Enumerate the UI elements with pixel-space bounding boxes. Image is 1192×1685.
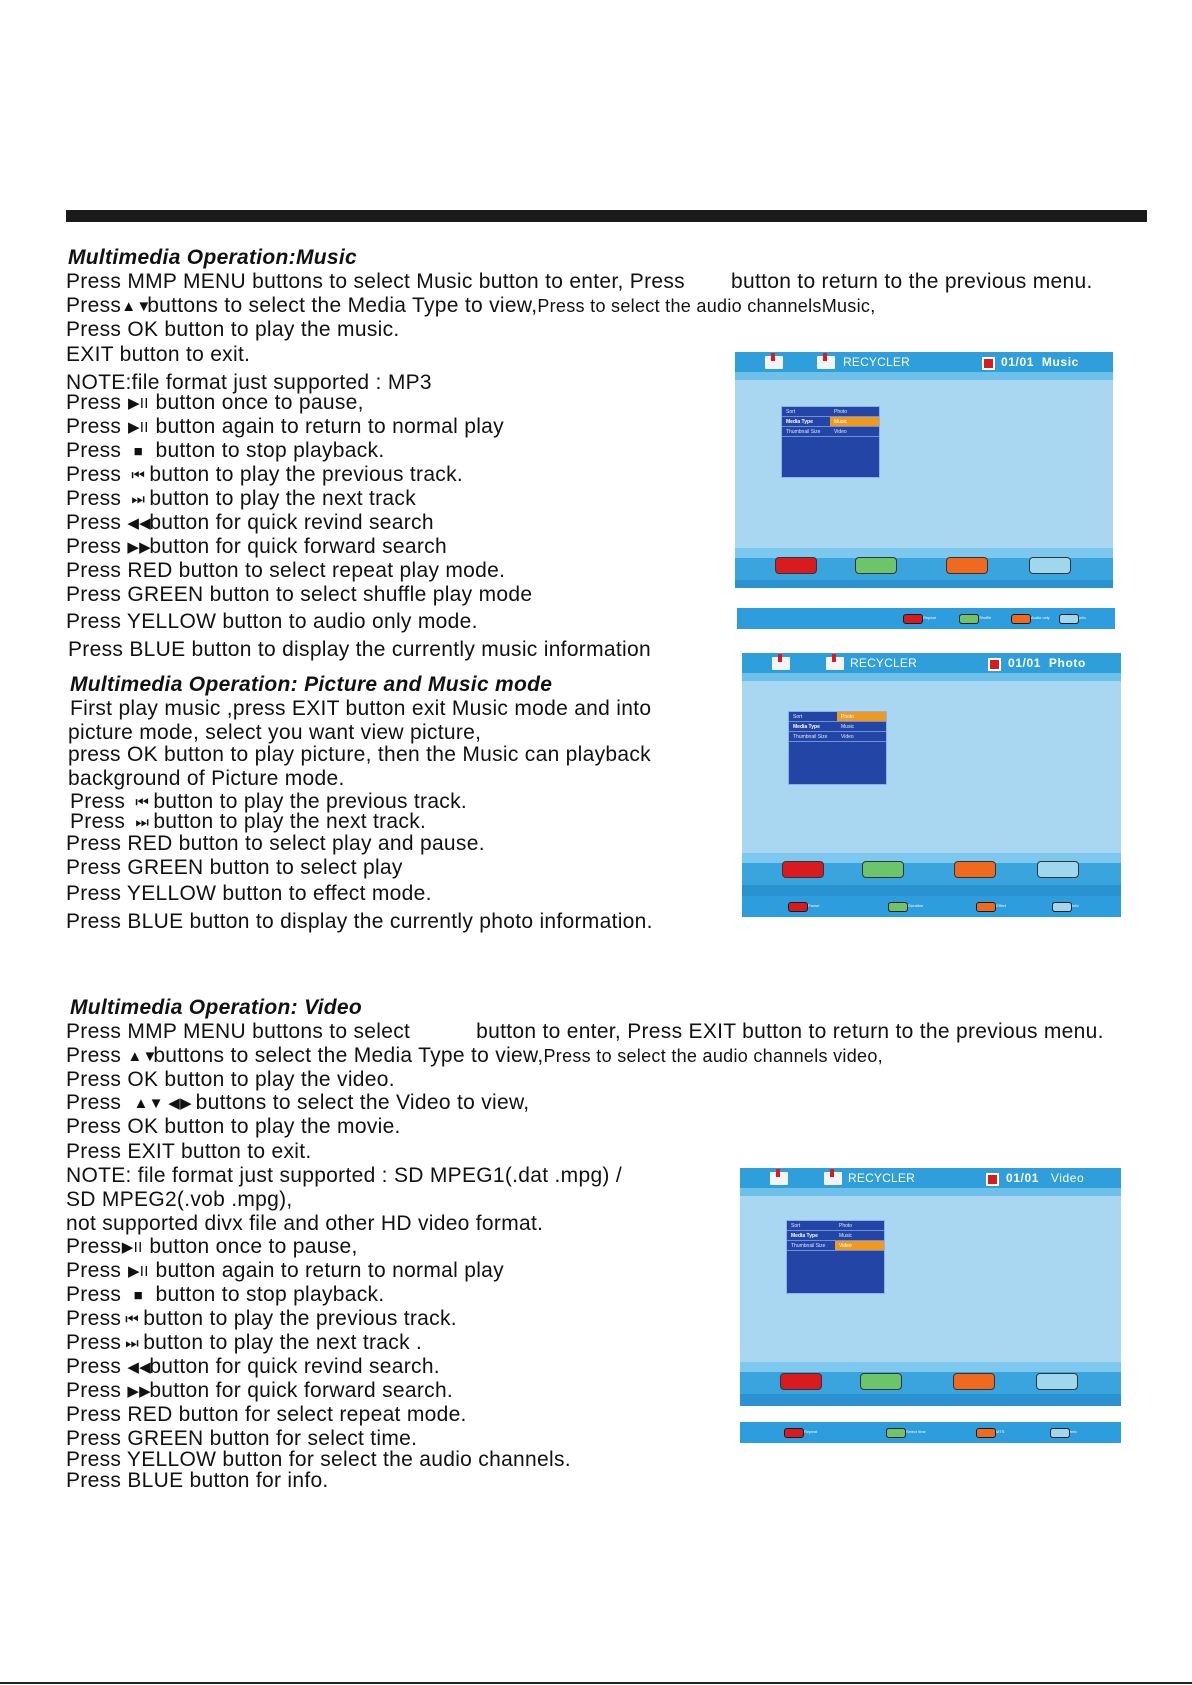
footer-band	[740, 1362, 1121, 1372]
music-line-6	[66, 391, 364, 416]
next-track-icon: ⏭	[125, 1335, 140, 1352]
media-label: Photo	[1048, 656, 1086, 670]
press-word: Press	[66, 511, 122, 534]
menu-sort[interactable]: Sort	[789, 712, 837, 722]
video-line-13-text: button to play the previous track.	[143, 1307, 457, 1330]
folder-icon	[765, 356, 783, 369]
legend-yellow-label: Audio only	[1031, 615, 1050, 620]
video-line-12	[66, 1283, 384, 1308]
picture-line-2: picture mode, select you want view picture,	[68, 721, 482, 744]
video-line-16	[66, 1379, 453, 1404]
music-line-1	[66, 270, 1093, 294]
legend-blue	[1050, 1428, 1070, 1438]
video-line-10-text: button once to pause,	[149, 1235, 358, 1258]
legend-green-label: Select time	[906, 1429, 926, 1434]
press-word: Press	[66, 1379, 122, 1402]
previous-track-icon: ⏮	[135, 794, 150, 811]
video-line-16-text: button for quick forward search.	[149, 1379, 454, 1402]
video-line-13	[66, 1307, 457, 1332]
picture-line-4: background of Picture mode.	[68, 767, 345, 790]
folder-icon	[772, 657, 790, 670]
press-word: Press	[70, 790, 126, 813]
video-line-4b: buttons to select the Video to view,	[195, 1091, 530, 1114]
legend-green	[886, 1428, 906, 1438]
video-line-15	[66, 1355, 440, 1380]
picture-line-8: Press GREEN button to select play	[66, 856, 403, 879]
picture-line-6-text: button to play the next track.	[153, 810, 427, 833]
menu-opt-music[interactable]: Music	[837, 722, 886, 732]
video-line-1	[66, 1020, 1104, 1044]
rewind-icon: ◀◀	[127, 515, 151, 532]
music-line-11-text: button for quick revind search	[149, 511, 434, 534]
video-line-19: Press YELLOW button for select the audio channels.	[66, 1448, 571, 1471]
music-line-2	[66, 294, 876, 319]
music-line-15: Press YELLOW button to audio only mode.	[66, 610, 478, 633]
legend-red	[903, 614, 923, 624]
next-track-icon: ⏭	[131, 491, 146, 508]
folder-icon	[824, 1172, 842, 1185]
video-line-2a: Press	[66, 1044, 122, 1067]
page-number: 01/01	[1006, 1171, 1040, 1185]
legend-yellow	[976, 902, 996, 912]
menu-opt-video[interactable]: Video	[837, 732, 886, 742]
media-icon	[982, 357, 995, 370]
media-icon	[988, 658, 1001, 671]
legend-red	[784, 1428, 804, 1438]
legend-yellow	[976, 1428, 996, 1438]
video-line-14-period: .	[416, 1331, 423, 1354]
screen-subheader	[742, 673, 1121, 681]
menu-sort[interactable]: Sort	[782, 407, 830, 417]
music-line-1b: button to return to the previous menu.	[730, 270, 1093, 293]
recycler-label: RECYCLER	[843, 355, 910, 369]
picture-heading: Multimedia Operation: Picture and Music mode	[70, 673, 553, 696]
previous-track-icon: ⏮	[131, 467, 146, 484]
video-line-11-text: button again to return to normal play	[155, 1259, 504, 1282]
media-icon	[986, 1173, 999, 1186]
legend-blue-label: Info	[1072, 903, 1079, 908]
photo-legend	[742, 896, 1121, 917]
press-word: Press	[66, 1259, 122, 1282]
blue-button[interactable]	[1029, 557, 1071, 574]
video-line-3: Press OK button to play the video.	[66, 1068, 395, 1091]
music-line-12-text: button for quick forward search	[149, 535, 447, 558]
legend-green-label: Shuffle	[979, 615, 992, 620]
press-word: Press	[66, 439, 122, 462]
menu-thumb-size[interactable]: Thumbnail Size	[782, 427, 830, 437]
legend-yellow-label: Effect	[996, 903, 1007, 908]
music-legend	[737, 608, 1115, 629]
legend-blue-label: Info	[1079, 615, 1086, 620]
video-line-4	[66, 1091, 529, 1116]
menu-media-type[interactable]: Media Type	[787, 1231, 835, 1241]
music-line-4: EXIT button to exit.	[66, 343, 251, 366]
page-number: 01/01	[1008, 656, 1042, 670]
footer-band	[740, 1394, 1121, 1406]
picture-line-7: Press RED button to select play and pause.	[66, 832, 485, 855]
up-down-arrows-icon: ▲▼	[121, 298, 152, 315]
picture-line-3: press OK button to play picture, then the Music can playback	[68, 743, 651, 766]
press-word: Press	[66, 1283, 122, 1306]
video-line-2b: buttons to select the Media Type to view,	[153, 1044, 544, 1067]
music-line-13: Press RED button to select repeat play mode.	[66, 559, 506, 582]
video-line-2c: Press to select the audio channels video,	[543, 1046, 883, 1066]
menu-opt-music[interactable]: Music	[835, 1231, 884, 1241]
music-line-12	[66, 535, 447, 560]
menu-media-type[interactable]: Media Type	[789, 722, 837, 732]
music-line-2b: buttons to select the Media Type to view,	[147, 294, 538, 317]
video-line-12-text: button to stop playback.	[155, 1283, 385, 1306]
video-line-17: Press RED button for select repeat mode.	[66, 1403, 467, 1426]
footer-band	[735, 580, 1113, 588]
legend-green	[959, 614, 979, 624]
media-menu	[781, 406, 880, 478]
music-line-2c: Press to select the audio channelsMusic,	[537, 296, 876, 316]
legend-blue	[1052, 902, 1072, 912]
menu-media-type[interactable]: Media Type	[782, 417, 830, 427]
play-pause-icon: ▶II	[127, 395, 149, 412]
legend-blue	[1059, 614, 1079, 624]
music-line-1a: Press MMP MENU buttons to select Music button to enter, Press	[66, 270, 685, 293]
music-line-10-text: button to play the next track	[149, 487, 417, 510]
music-line-16: Press BLUE button to display the currently music information	[68, 638, 651, 661]
video-line-15-text: button for quick revind search.	[149, 1355, 440, 1378]
play-pause-icon: ▶II	[127, 419, 149, 436]
screen-subheader	[735, 372, 1113, 380]
video-line-8: SD MPEG2(.vob .mpg),	[66, 1188, 293, 1211]
legend-green-label: Duration	[908, 903, 924, 908]
legend-green	[888, 902, 908, 912]
play-pause-icon: ▶II	[127, 1263, 149, 1280]
media-menu	[788, 711, 887, 785]
menu-opt-video[interactable]: Video	[830, 427, 879, 437]
press-word: Press	[66, 1331, 122, 1354]
video-line-14-text: button to play the next track	[143, 1331, 410, 1354]
blue-button[interactable]	[1036, 1373, 1078, 1390]
legend-red-label: Repeat	[923, 615, 936, 620]
video-line-4a: Press	[66, 1091, 122, 1114]
music-line-8	[66, 439, 384, 464]
picture-line-5-text: button to play the previous track.	[153, 790, 468, 813]
video-line-20: Press BLUE button for info.	[66, 1469, 329, 1492]
press-word: Press	[66, 535, 122, 558]
menu-opt-photo[interactable]: Photo	[830, 407, 879, 417]
menu-opt-photo[interactable]: Photo	[837, 712, 886, 722]
legend-red-label: Repeat	[804, 1429, 817, 1434]
red-button[interactable]	[775, 557, 817, 574]
green-button[interactable]	[862, 861, 904, 878]
up-down-arrows-icon: ▲▼	[127, 1048, 158, 1065]
menu-opt-video[interactable]: Video	[835, 1241, 884, 1251]
blue-button[interactable]	[1037, 861, 1079, 878]
folder-icon	[826, 657, 844, 670]
media-menu	[786, 1220, 885, 1294]
fast-forward-icon: ▶▶	[127, 1383, 151, 1400]
green-button[interactable]	[855, 557, 897, 574]
menu-thumb-size[interactable]: Thumbnail Size	[789, 732, 837, 742]
legend-red	[788, 902, 808, 912]
arrow-keys-icon: ▲▼ ◀▶	[133, 1095, 192, 1112]
music-line-2a: Press	[66, 294, 122, 317]
video-line-14	[66, 1331, 422, 1356]
menu-sort[interactable]: Sort	[787, 1221, 835, 1231]
menu-thumb-size[interactable]: Thumbnail Size	[787, 1241, 835, 1251]
media-label: Music	[1041, 355, 1079, 369]
play-pause-icon: ▶II	[121, 1239, 143, 1256]
press-word: Press	[66, 1355, 122, 1378]
video-heading: Multimedia Operation: Video	[70, 996, 363, 1019]
footer-band	[742, 885, 1121, 896]
music-line-14: Press GREEN button to select shuffle play mode	[66, 583, 533, 606]
video-line-1b: button to enter, Press EXIT button to return to the previous menu.	[476, 1020, 1104, 1043]
music-line-8-text: button to stop playback.	[155, 439, 385, 462]
music-line-6-text: button once to pause,	[155, 391, 364, 414]
photo-screen	[742, 653, 1121, 896]
press-word: Press	[66, 1235, 122, 1258]
legend-red-label: Pause	[808, 903, 820, 908]
press-word: Press	[66, 463, 122, 486]
legend-yellow	[1011, 614, 1031, 624]
stop-icon: ■	[133, 443, 144, 460]
music-line-3: Press OK button to play the music.	[66, 318, 400, 341]
press-word: Press	[66, 415, 122, 438]
music-line-11	[66, 511, 434, 536]
yellow-button[interactable]	[953, 1373, 995, 1390]
footer-rule	[0, 1682, 1192, 1684]
video-line-1a: Press MMP MENU buttons to select	[66, 1020, 411, 1043]
recycler-label: RECYCLER	[848, 1171, 915, 1185]
legend-blue-label: Info	[1070, 1429, 1077, 1434]
video-line-11	[66, 1259, 504, 1284]
music-screen	[735, 352, 1113, 588]
fast-forward-icon: ▶▶	[127, 539, 151, 556]
music-line-7	[66, 415, 504, 440]
video-line-5: Press OK button to play the movie.	[66, 1115, 401, 1138]
music-line-5: NOTE:file format just supported : MP3	[66, 371, 432, 394]
legend-yellow-label: MTS	[996, 1429, 1005, 1434]
press-word: Press	[66, 1307, 122, 1330]
previous-track-icon: ⏮	[125, 1311, 140, 1328]
video-screen	[740, 1168, 1121, 1406]
press-word: Press	[66, 391, 122, 414]
screen-subheader	[740, 1188, 1121, 1196]
press-word: Press	[66, 487, 122, 510]
page-counter	[1001, 355, 1079, 369]
music-line-9-text: button to play the previous track.	[149, 463, 464, 486]
red-button[interactable]	[780, 1373, 822, 1390]
menu-opt-photo[interactable]: Photo	[835, 1221, 884, 1231]
music-line-10	[66, 487, 416, 512]
music-line-7-text: button again to return to normal play	[155, 415, 504, 438]
page-number: 01/01	[1001, 355, 1035, 369]
music-line-9	[66, 463, 463, 488]
menu-opt-music[interactable]: Music	[830, 417, 879, 427]
video-line-18: Press GREEN button for select time.	[66, 1427, 418, 1450]
folder-icon	[817, 356, 835, 369]
picture-line-1: First play music ,press EXIT button exit Music mode and into	[70, 697, 652, 720]
yellow-button[interactable]	[954, 861, 996, 878]
red-button[interactable]	[782, 861, 824, 878]
green-button[interactable]	[860, 1373, 902, 1390]
video-line-2	[66, 1044, 883, 1069]
recycler-label: RECYCLER	[850, 656, 917, 670]
video-line-10	[66, 1235, 358, 1260]
picture-line-9: Press YELLOW button to effect mode.	[66, 882, 432, 905]
rewind-icon: ◀◀	[127, 1359, 151, 1376]
video-legend	[740, 1422, 1121, 1443]
next-track-icon: ⏭	[135, 814, 150, 831]
page-counter	[1006, 1171, 1084, 1185]
stop-icon: ■	[133, 1287, 144, 1304]
picture-line-10: Press BLUE button to display the currently photo information.	[66, 910, 653, 933]
page-counter	[1008, 656, 1086, 670]
media-label: Video	[1050, 1171, 1085, 1185]
video-line-9: not supported divx file and other HD video format.	[66, 1212, 544, 1235]
header-rule	[66, 210, 1147, 222]
video-line-6: Press EXIT button to exit.	[66, 1140, 312, 1163]
video-line-7: NOTE: file format just supported : SD MPEG1(.dat .mpg) /	[66, 1164, 622, 1187]
folder-icon	[770, 1172, 788, 1185]
music-heading: Multimedia Operation:Music	[68, 246, 357, 269]
press-word: Press	[70, 810, 126, 833]
yellow-button[interactable]	[946, 557, 988, 574]
